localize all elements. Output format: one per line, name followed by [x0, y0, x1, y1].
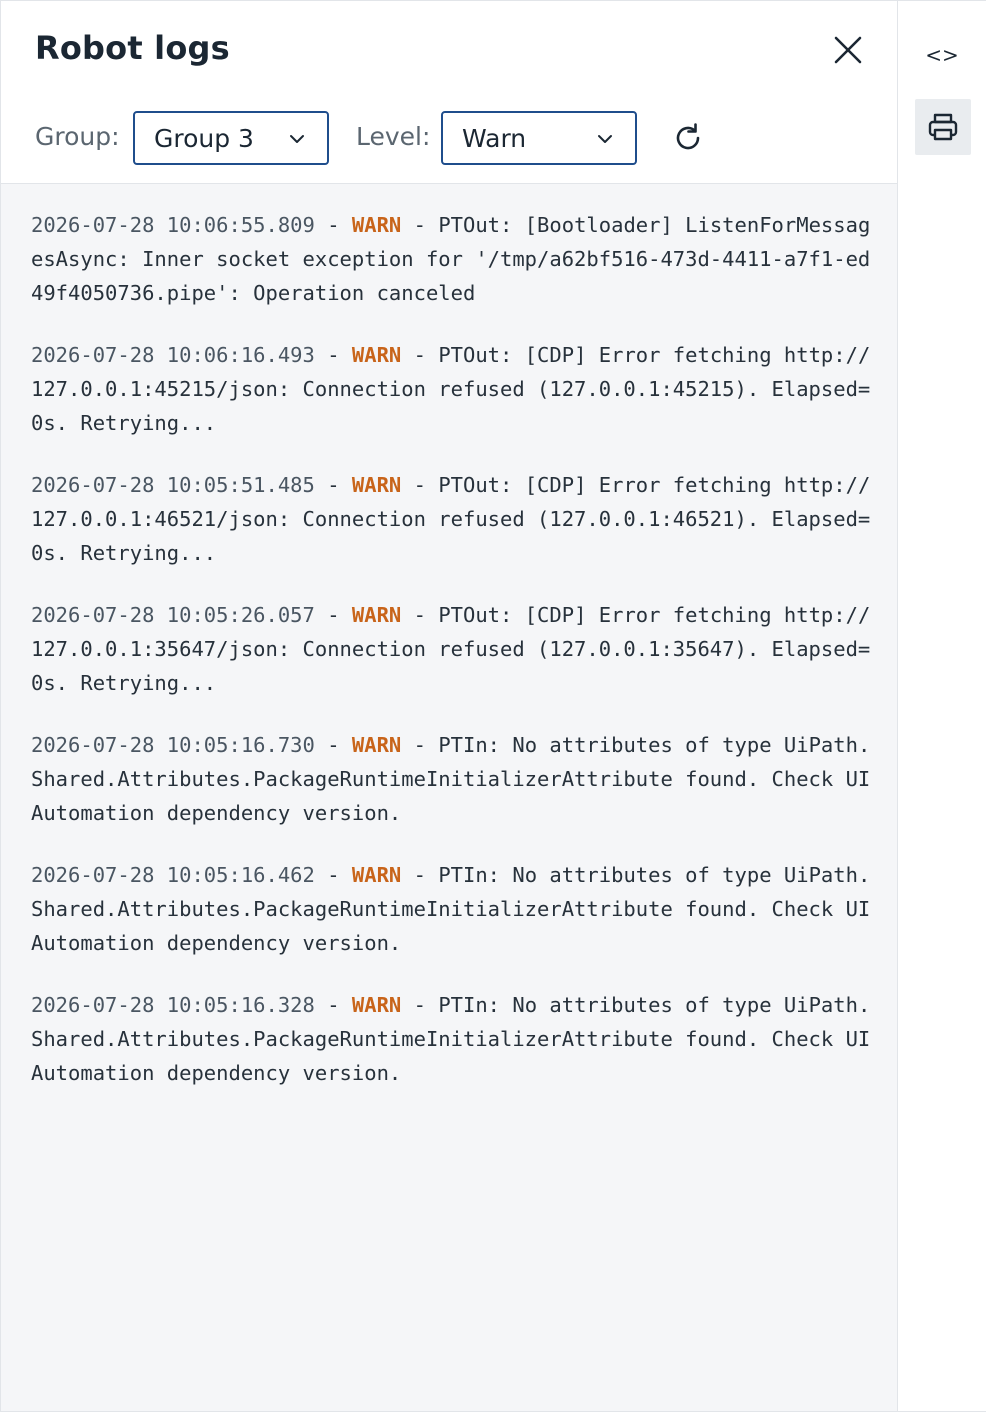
log-separator: -: [401, 603, 439, 627]
level-select[interactable]: [441, 111, 637, 165]
printer-icon: [915, 99, 971, 155]
log-separator: -: [314, 213, 352, 237]
log-level-badge: WARN: [351, 473, 402, 497]
log-message: PTOut: [CDP] Error fetching http://127.0.0.1:46521/json: Connection refused (127.0.0.1:46521). Elapsed=0s. Retrying...: [31, 473, 871, 565]
level-select-value: Warn: [462, 124, 527, 153]
robot-logs-panel: [1, 1, 898, 1411]
log-level-badge: WARN: [351, 603, 402, 627]
log-message: PTOut: [CDP] Error fetching http://127.0.0.1:35647/json: Connection refused (127.0.0.1:35647). Elapsed=0s. Retrying...: [31, 603, 871, 695]
log-separator: -: [401, 213, 439, 237]
log-timestamp: 2026-07-28 10:06:16.493: [31, 343, 315, 367]
log-separator: -: [401, 473, 439, 497]
log-level-badge: WARN: [351, 343, 402, 367]
log-message: PTIn: No attributes of type UiPath.Shared.Attributes.PackageRuntimeInitializerAttribute found. Check UIAutomation dependency version.: [31, 993, 871, 1085]
log-message: PTOut: [CDP] Error fetching http://127.0.0.1:45215/json: Connection refused (127.0.0.1:45215). Elapsed=0s. Retrying...: [31, 343, 871, 435]
chevron-down-icon: [595, 129, 615, 149]
log-entry: [31, 468, 881, 570]
log-timestamp: 2026-07-28 10:06:55.809: [31, 213, 315, 237]
log-separator: -: [401, 733, 439, 757]
log-output[interactable]: [1, 184, 897, 1411]
code-icon: <>: [925, 43, 959, 67]
log-entry: [31, 208, 881, 310]
print-button[interactable]: [915, 99, 971, 155]
group-select-value: Group 3: [154, 124, 254, 153]
group-select[interactable]: [133, 111, 329, 165]
level-label: Level:: [356, 122, 431, 151]
log-separator: -: [314, 993, 352, 1017]
log-separator: -: [314, 733, 352, 757]
log-entry: [31, 858, 881, 960]
log-level-badge: WARN: [351, 993, 402, 1017]
refresh-icon: [669, 119, 707, 157]
log-separator: -: [401, 343, 439, 367]
log-message: PTIn: No attributes of type UiPath.Shared.Attributes.PackageRuntimeInitializerAttribute found. Check UIAutomation dependency version.: [31, 863, 871, 955]
log-entry: [31, 728, 881, 830]
close-button[interactable]: [827, 29, 869, 71]
log-level-badge: WARN: [351, 213, 402, 237]
log-list: [31, 208, 881, 1118]
log-message: PTIn: No attributes of type UiPath.Shared.Attributes.PackageRuntimeInitializerAttribute found. Check UIAutomation dependency version.: [31, 733, 871, 825]
log-timestamp: 2026-07-28 10:05:16.730: [31, 733, 315, 757]
log-entry: [31, 988, 881, 1090]
panel-header: [1, 1, 897, 184]
log-level-badge: WARN: [351, 863, 402, 887]
log-timestamp: 2026-07-28 10:05:16.328: [31, 993, 315, 1017]
chevron-down-icon: [287, 129, 307, 149]
log-separator: -: [401, 993, 439, 1017]
panel-title: Robot logs: [35, 29, 230, 67]
right-toolbar: [898, 1, 986, 1411]
log-timestamp: 2026-07-28 10:05:16.462: [31, 863, 315, 887]
log-message: PTOut: [Bootloader] ListenForMessagesAsync: Inner socket exception for '/tmp/a62bf516-473d-4411-a7f1-ed49f4050736.pipe': Operation canceled: [31, 213, 871, 305]
log-timestamp: 2026-07-28 10:05:26.057: [31, 603, 315, 627]
log-entry: [31, 338, 881, 440]
log-separator: -: [314, 473, 352, 497]
refresh-button[interactable]: [669, 119, 707, 157]
log-timestamp: 2026-07-28 10:05:51.485: [31, 473, 315, 497]
close-icon: [827, 29, 869, 71]
group-label: Group:: [35, 122, 120, 151]
code-view-button[interactable]: [916, 35, 968, 77]
log-separator: -: [401, 863, 439, 887]
log-separator: -: [314, 343, 352, 367]
log-entry: [31, 598, 881, 700]
log-level-badge: WARN: [351, 733, 402, 757]
log-separator: -: [314, 603, 352, 627]
log-separator: -: [314, 863, 352, 887]
